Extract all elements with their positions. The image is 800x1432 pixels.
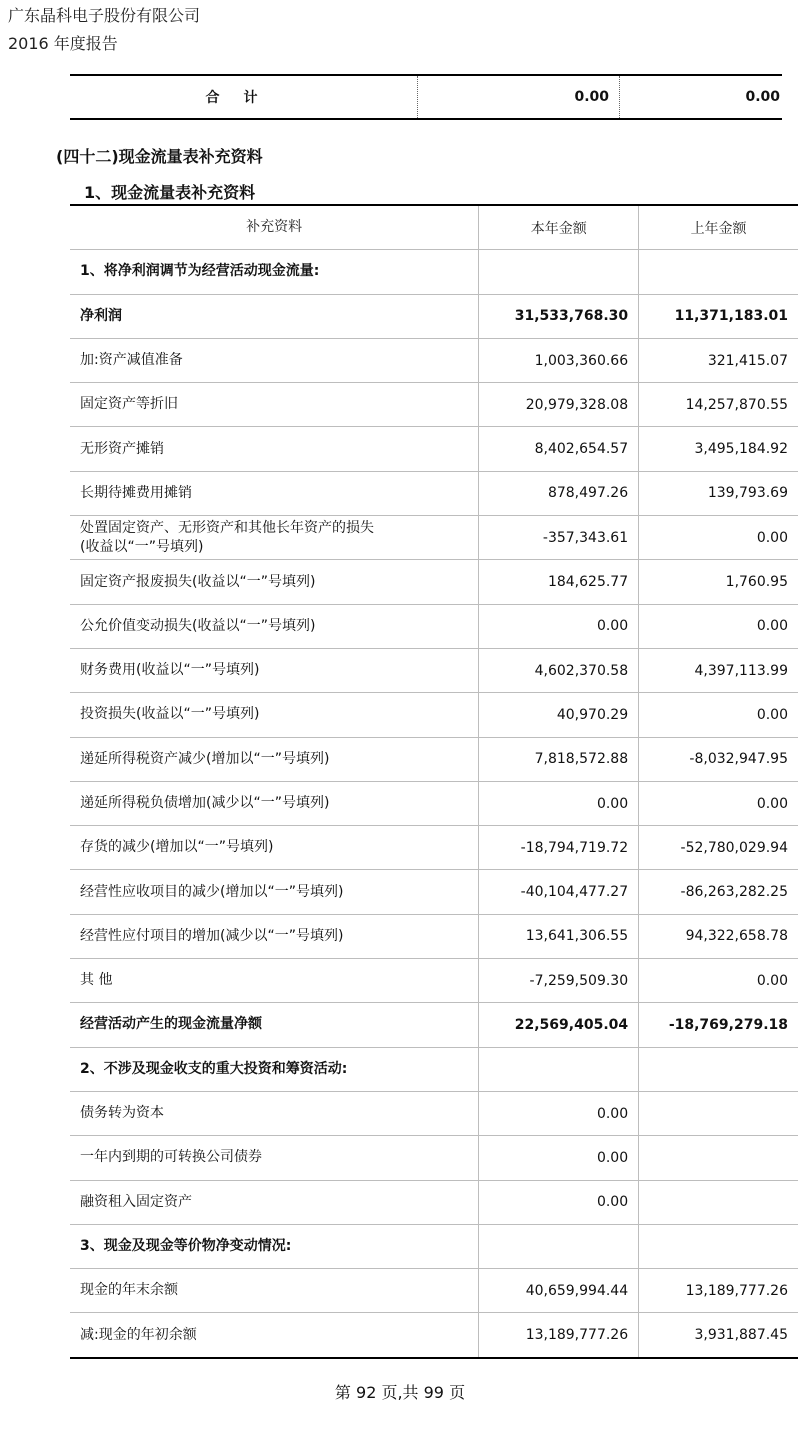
- row-label-text: 处置固定资产、无形资产和其他长年资产的损失: [80, 519, 374, 536]
- row-label-text: 融资租入固定资产: [80, 1193, 192, 1210]
- row-label-text: 无形资产摊销: [80, 440, 164, 457]
- row-current-amount: 1,003,360.66: [479, 338, 639, 382]
- row-label: [70, 427, 479, 471]
- row-current-amount: [479, 250, 639, 294]
- row-previous-amount: 0.00: [639, 516, 798, 560]
- row-label: [70, 959, 479, 1003]
- column-header-previous: 上年金额: [639, 205, 798, 250]
- table-row: [70, 914, 798, 958]
- row-previous-amount: 0.00: [639, 604, 798, 648]
- row-previous-amount: 139,793.69: [639, 471, 798, 515]
- table-row: [70, 1136, 798, 1180]
- row-label: [70, 914, 479, 958]
- row-previous-amount: 13,189,777.26: [639, 1269, 798, 1313]
- table-header-row: [70, 205, 798, 250]
- row-label: [70, 560, 479, 604]
- table-row: [70, 826, 798, 870]
- row-label-text: 经营性应收项目的减少(增加以“一”号填列): [80, 883, 344, 900]
- row-label: [70, 1313, 479, 1358]
- row-label-text-continued: (收益以“一”号填列): [80, 538, 204, 555]
- row-previous-amount: 0.00: [639, 959, 798, 1003]
- row-label-text: 递延所得税资产减少(增加以“一”号填列): [80, 750, 330, 767]
- row-label: [70, 1047, 479, 1091]
- row-previous-amount: 14,257,870.55: [639, 383, 798, 427]
- row-label-text: 存货的减少(增加以“一”号填列): [80, 839, 274, 856]
- table-row: [70, 1091, 798, 1135]
- row-label: [70, 826, 479, 870]
- row-label-text: 现金的年末余额: [80, 1282, 178, 1299]
- row-current-amount: 0.00: [479, 1180, 639, 1224]
- row-label-text: 1、将净利润调节为经营活动现金流量:: [80, 263, 320, 280]
- row-label: [70, 737, 479, 781]
- row-label-text: 减:现金的年初余额: [80, 1326, 197, 1343]
- table-row: [70, 1047, 798, 1091]
- row-current-amount: 0.00: [479, 1136, 639, 1180]
- row-label-text: 固定资产报废损失(收益以“一”号填列): [80, 573, 316, 590]
- row-current-amount: -357,343.61: [479, 516, 639, 560]
- row-previous-amount: 0.00: [639, 693, 798, 737]
- row-label: [70, 1003, 479, 1047]
- subsection-title: 1、现金流量表补充资料: [84, 183, 256, 202]
- row-previous-amount: [639, 1136, 798, 1180]
- table-row: [70, 604, 798, 648]
- table-row: [70, 516, 798, 560]
- row-previous-amount: 321,415.07: [639, 338, 798, 382]
- row-label: [70, 604, 479, 648]
- row-current-amount: 31,533,768.30: [479, 294, 639, 338]
- row-current-amount: 0.00: [479, 1091, 639, 1135]
- table-row: [70, 471, 798, 515]
- page-footer: 第 92 页,共 99 页: [334, 1383, 466, 1402]
- row-current-amount: [479, 1047, 639, 1091]
- row-label: [70, 471, 479, 515]
- row-label: [70, 1224, 479, 1268]
- row-previous-amount: 3,495,184.92: [639, 427, 798, 471]
- table-row: [70, 560, 798, 604]
- row-label-text: 加:资产减值准备: [80, 352, 183, 369]
- total-row: [70, 75, 782, 119]
- row-label: [70, 516, 479, 560]
- table-row: [70, 294, 798, 338]
- total-previous: 0.00: [745, 89, 780, 105]
- row-label-text: 2、不涉及现金收支的重大投资和筹资活动:: [80, 1060, 348, 1077]
- row-label: [70, 1091, 479, 1135]
- row-label: [70, 781, 479, 825]
- row-previous-amount: -18,769,279.18: [639, 1003, 798, 1047]
- row-label-text: 财务费用(收益以“一”号填列): [80, 662, 260, 679]
- table-row: [70, 427, 798, 471]
- row-previous-amount: [639, 1091, 798, 1135]
- table-row: [70, 1224, 798, 1268]
- row-previous-amount: -52,780,029.94: [639, 826, 798, 870]
- row-current-amount: 40,970.29: [479, 693, 639, 737]
- row-previous-amount: 11,371,183.01: [639, 294, 798, 338]
- row-previous-amount: 0.00: [639, 781, 798, 825]
- row-label: [70, 693, 479, 737]
- row-previous-amount: 94,322,658.78: [639, 914, 798, 958]
- row-label: [70, 870, 479, 914]
- row-previous-amount: [639, 250, 798, 294]
- row-label-text: 一年内到期的可转换公司债券: [80, 1149, 262, 1166]
- column-header-current: 本年金额: [479, 205, 639, 250]
- row-label-text: 固定资产等折旧: [80, 396, 178, 413]
- table-row: [70, 959, 798, 1003]
- row-current-amount: 0.00: [479, 604, 639, 648]
- table-row: [70, 648, 798, 692]
- row-label-text: 3、现金及现金等价物净变动情况:: [80, 1237, 292, 1254]
- column-header-item: 补充资料: [70, 205, 479, 250]
- row-label-text: 债务转为资本: [80, 1105, 164, 1122]
- row-current-amount: -7,259,509.30: [479, 959, 639, 1003]
- row-previous-amount: 1,760.95: [639, 560, 798, 604]
- row-previous-amount: -8,032,947.95: [639, 737, 798, 781]
- row-label: [70, 1269, 479, 1313]
- row-label-text: 净利润: [80, 307, 122, 324]
- row-label: [70, 250, 479, 294]
- table-row: [70, 1269, 798, 1313]
- report-title: 2016 年度报告: [8, 34, 118, 53]
- row-previous-amount: 4,397,113.99: [639, 648, 798, 692]
- section-title: (四十二)现金流量表补充资料: [56, 147, 263, 166]
- row-current-amount: 8,402,654.57: [479, 427, 639, 471]
- row-label-text: 经营性应付项目的增加(减少以“一”号填列): [80, 927, 344, 944]
- row-current-amount: 13,641,306.55: [479, 914, 639, 958]
- table-row: [70, 1003, 798, 1047]
- row-previous-amount: -86,263,282.25: [639, 870, 798, 914]
- total-table: [70, 74, 782, 120]
- row-current-amount: -18,794,719.72: [479, 826, 639, 870]
- row-current-amount: 22,569,405.04: [479, 1003, 639, 1047]
- row-label: [70, 1180, 479, 1224]
- row-previous-amount: [639, 1180, 798, 1224]
- row-current-amount: 7,818,572.88: [479, 737, 639, 781]
- row-current-amount: 40,659,994.44: [479, 1269, 639, 1313]
- row-current-amount: 13,189,777.26: [479, 1313, 639, 1358]
- row-previous-amount: [639, 1224, 798, 1268]
- row-previous-amount: [639, 1047, 798, 1091]
- row-label-text: 其 他: [80, 972, 113, 989]
- table-row: [70, 737, 798, 781]
- table-row: [70, 1180, 798, 1224]
- row-label-text: 递延所得税负债增加(减少以“一”号填列): [80, 795, 330, 811]
- total-current: 0.00: [418, 75, 620, 119]
- table-row: [70, 250, 798, 294]
- cash-flow-supplement-table: [70, 204, 798, 1359]
- row-previous-amount: 3,931,887.45: [639, 1313, 798, 1358]
- row-label: [70, 1136, 479, 1180]
- row-label-text: 投资损失(收益以“一”号填列): [80, 706, 260, 723]
- table-row: [70, 781, 798, 825]
- row-current-amount: 4,602,370.58: [479, 648, 639, 692]
- table-row: [70, 1313, 798, 1358]
- row-label: [70, 648, 479, 692]
- row-label: [70, 294, 479, 338]
- row-label-text: 公允价值变动损失(收益以“一”号填列): [80, 617, 316, 634]
- table-row: [70, 338, 798, 382]
- row-current-amount: 878,497.26: [479, 471, 639, 515]
- row-current-amount: [479, 1224, 639, 1268]
- row-label-text: 经营活动产生的现金流量净额: [80, 1016, 262, 1033]
- table-row: [70, 693, 798, 737]
- row-current-amount: 184,625.77: [479, 560, 639, 604]
- row-label-text: 长期待摊费用摊销: [80, 484, 192, 501]
- row-label: [70, 338, 479, 382]
- row-current-amount: 0.00: [479, 781, 639, 825]
- row-current-amount: -40,104,477.27: [479, 870, 639, 914]
- row-current-amount: 20,979,328.08: [479, 383, 639, 427]
- row-label: [70, 383, 479, 427]
- table-row: [70, 870, 798, 914]
- company-name: 广东晶科电子股份有限公司: [8, 6, 201, 25]
- total-label: 合计: [70, 75, 418, 119]
- table-row: [70, 383, 798, 427]
